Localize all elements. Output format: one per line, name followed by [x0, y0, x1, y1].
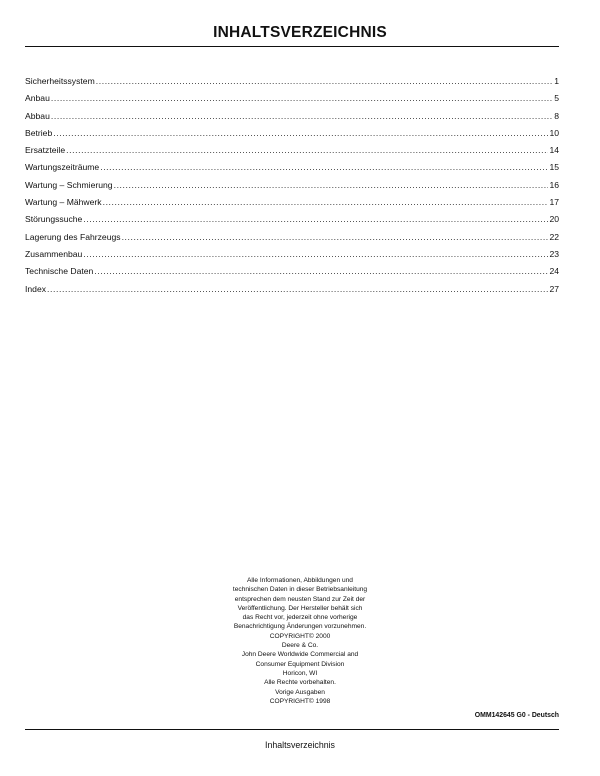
toc-entry[interactable] — [25, 229, 559, 246]
toc-dot-leader — [51, 90, 553, 107]
copyright-line: Vorige Ausgaben — [275, 688, 325, 696]
toc-entry-label: Lagerung des Fahrzeugs — [25, 231, 121, 242]
table-of-contents — [25, 73, 559, 298]
toc-entry-page: 24 — [549, 266, 559, 277]
toc-entry-label: Wartung – Schmierung — [25, 179, 113, 190]
toc-dot-leader — [103, 194, 549, 211]
page-footer: Inhaltsverzeichnis — [265, 740, 335, 750]
copyright-line: Alle Informationen, Abbildungen und — [247, 577, 353, 584]
toc-dot-leader — [51, 108, 553, 125]
copyright-line: entsprechen dem neusten Stand zur Zeit der — [234, 595, 366, 603]
toc-entry-page: 16 — [549, 179, 559, 190]
copyright-line: COPYRIGHT© 1998 — [269, 697, 331, 705]
copyright-line: John Deere Worldwide Commercial and — [241, 651, 359, 659]
toc-dot-leader — [100, 159, 548, 176]
title-divider — [25, 46, 559, 47]
toc-entry[interactable] — [25, 281, 559, 298]
toc-dot-leader — [66, 142, 548, 159]
toc-entry-page: 1 — [554, 76, 559, 86]
copyright-line: Veröffentlichung. Der Hersteller behält sich — [237, 604, 363, 612]
toc-dot-leader — [83, 246, 548, 263]
toc-dot-leader — [47, 281, 548, 298]
toc-dot-leader — [96, 73, 553, 90]
toc-entry-page: 23 — [549, 248, 559, 259]
toc-dot-leader — [114, 177, 549, 194]
copyright-line: Consumer Equipment Division — [255, 660, 345, 668]
page-title: INHALTSVERZEICHNIS — [213, 24, 387, 41]
toc-entry[interactable] — [25, 246, 559, 263]
toc-entry-page: 22 — [549, 231, 559, 242]
toc-entry-label: Wartungszeiträume — [25, 162, 100, 173]
copyright-line: Horicon, WI — [282, 669, 318, 677]
toc-entry-label: Ersatzteile — [25, 145, 66, 156]
toc-entry-label: Betrieb — [25, 127, 53, 138]
copyright-line: das Recht vor, jederzeit ohne vorherige — [242, 614, 358, 622]
toc-entry-page: 8 — [554, 110, 559, 121]
copyright-line: Alle Rechte vorbehalten. — [264, 679, 336, 687]
copyright-line: Benachrichtigung Änderungen vorzunehmen. — [233, 623, 367, 631]
toc-entry-label: Anbau — [25, 93, 50, 104]
toc-dot-leader — [122, 229, 549, 246]
toc-entry[interactable] — [25, 211, 559, 228]
toc-entry[interactable] — [25, 194, 559, 211]
toc-entry[interactable] — [25, 125, 559, 142]
toc-dot-leader — [83, 211, 548, 228]
footer-divider — [25, 729, 559, 730]
toc-entry-page: 17 — [549, 197, 559, 208]
toc-entry-label: Index — [25, 283, 47, 294]
toc-entry-label: Störungssuche — [25, 214, 83, 225]
copyright-line: technischen Daten in dieser Betriebsanleitung — [232, 586, 368, 594]
toc-dot-leader — [53, 125, 548, 142]
toc-entry-page: 20 — [549, 214, 559, 225]
toc-entry-page: 14 — [549, 145, 559, 156]
toc-entry[interactable] — [25, 159, 559, 176]
toc-entry-label: Zusammenbau — [25, 248, 83, 259]
toc-entry-page: 15 — [549, 162, 559, 173]
toc-entry-label: Wartung – Mähwerk — [25, 197, 102, 208]
toc-entry-page: 10 — [549, 127, 559, 138]
toc-entry[interactable] — [25, 263, 559, 280]
toc-entry-label: Technische Daten — [25, 266, 94, 277]
toc-entry[interactable] — [25, 177, 559, 194]
toc-entry-page: 5 — [554, 93, 559, 104]
copyright-line: Deere & Co. — [281, 642, 319, 650]
document-number: OMM142645 G0 - Deutsch — [474, 712, 559, 719]
toc-entry[interactable] — [25, 73, 559, 90]
toc-entry-label: Sicherheitssystem — [25, 76, 95, 86]
toc-entry[interactable] — [25, 108, 559, 125]
toc-entry[interactable] — [25, 90, 559, 107]
toc-entry-page: 27 — [549, 283, 559, 294]
copyright-notice — [180, 576, 420, 706]
toc-entry-label: Abbau — [25, 110, 50, 121]
toc-dot-leader — [94, 263, 548, 280]
copyright-line: COPYRIGHT© 2000 — [269, 632, 331, 640]
toc-entry[interactable] — [25, 142, 559, 159]
